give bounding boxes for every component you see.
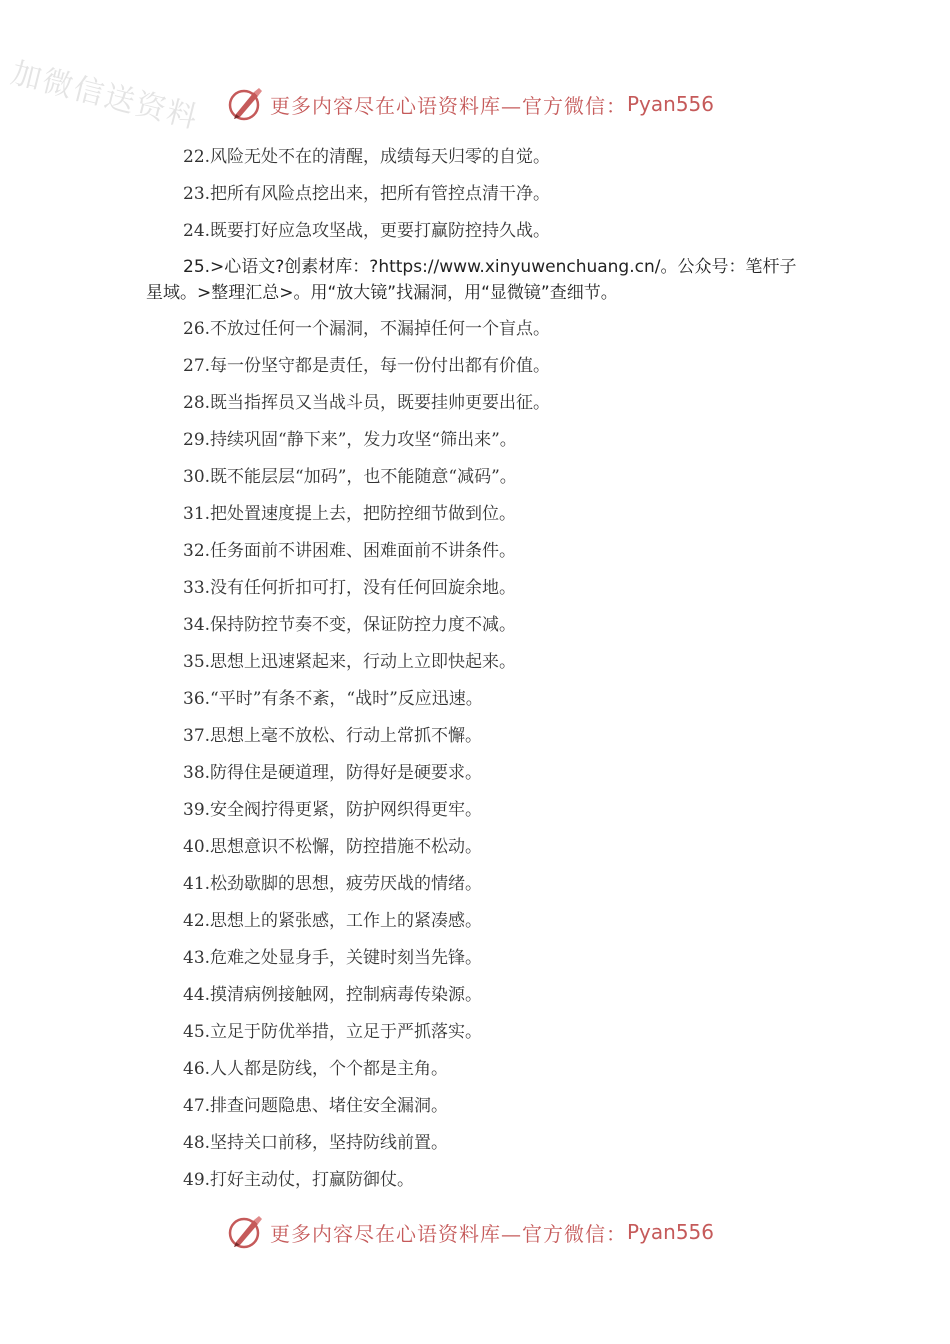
list-item: 46.人人都是防线，个个都是主角。 — [183, 1059, 449, 1079]
list-item: 30.既不能层层“加码”，也不能随意“减码”。 — [183, 467, 517, 487]
list-item: 29.持续巩固“静下来”，发力攻坚“筛出来”。 — [183, 430, 517, 450]
list-item: 35.思想上迅速紧起来，行动上立即快起来。 — [183, 652, 517, 672]
banner-wechat-id: Pyan556 — [627, 1220, 715, 1244]
watermark: 加微信送资料 — [7, 55, 203, 137]
list-item: 39.安全阀拧得更紧，防护网织得更牢。 — [183, 800, 483, 820]
list-item: 47.排查问题隐患、堵住安全漏洞。 — [183, 1096, 449, 1116]
list-item: 48.坚持关口前移，坚持防线前置。 — [183, 1133, 449, 1153]
list-item: 34.保持防控节奏不变，保证防控力度不减。 — [183, 615, 517, 635]
list-item: 24.既要打好应急攻坚战，更要打赢防控持久战。 — [183, 221, 551, 241]
list-item: 23.把所有风险点挖出来，把所有管控点清干净。 — [183, 184, 551, 204]
banner-wechat-id: Pyan556 — [627, 92, 715, 116]
list-item: 45.立足于防优举措，立足于严抓落实。 — [183, 1022, 483, 1042]
footer-banner — [226, 1212, 714, 1252]
list-item: 44.摸清病例接触网，控制病毒传染源。 — [183, 985, 483, 1005]
list-item: 31.把处置速度提上去，把防控细节做到位。 — [183, 504, 517, 524]
list-item: 49.打好主动仗，打赢防御仗。 — [183, 1170, 415, 1190]
list-item: 22.风险无处不在的清醒，成绩每天归零的自觉。 — [183, 147, 551, 167]
list-item: 42.思想上的紧张感，工作上的紧凑感。 — [183, 911, 483, 931]
list-item: 26.不放过任何一个漏洞，不漏掉任何一个盲点。 — [183, 319, 551, 339]
header-banner — [226, 84, 714, 124]
list-item: 32.任务面前不讲困难、困难面前不讲条件。 — [183, 541, 517, 561]
list-item: 38.防得住是硬道理，防得好是硬要求。 — [183, 763, 483, 783]
banner-text: 更多内容尽在心语资料库—官方微信： — [270, 93, 627, 118]
list-item: 28.既当指挥员又当战斗员，既要挂帅更要出征。 — [183, 393, 551, 413]
list-item: 27.每一份坚守都是责任，每一份付出都有价值。 — [183, 356, 551, 376]
promo-paragraph — [146, 254, 816, 306]
list-item: 41.松劲歇脚的思想，疲劳厌战的情绪。 — [183, 874, 483, 894]
list-item: 43.危难之处显身手，关键时刻当先锋。 — [183, 948, 483, 968]
promo-line-2: 星域。>整理汇总>。用“放大镜”找漏洞，用“显微镜”查细节。 — [146, 283, 618, 303]
list-item: 36.“平时”有条不紊，“战时”反应迅速。 — [183, 689, 483, 709]
pen-logo-icon — [226, 84, 266, 124]
list-item: 40.思想意识不松懈，防控措施不松动。 — [183, 837, 483, 857]
banner-text: 更多内容尽在心语资料库—官方微信： — [270, 1221, 627, 1246]
promo-line-1: 25.>心语文?创素材库：?https://www.xinyuwenchuang.cn/。公众号：笔杆子 — [183, 257, 797, 277]
pen-logo-icon — [226, 1212, 266, 1252]
list-item: 33.没有任何折扣可打，没有任何回旋余地。 — [183, 578, 517, 598]
list-item: 37.思想上毫不放松、行动上常抓不懈。 — [183, 726, 483, 746]
